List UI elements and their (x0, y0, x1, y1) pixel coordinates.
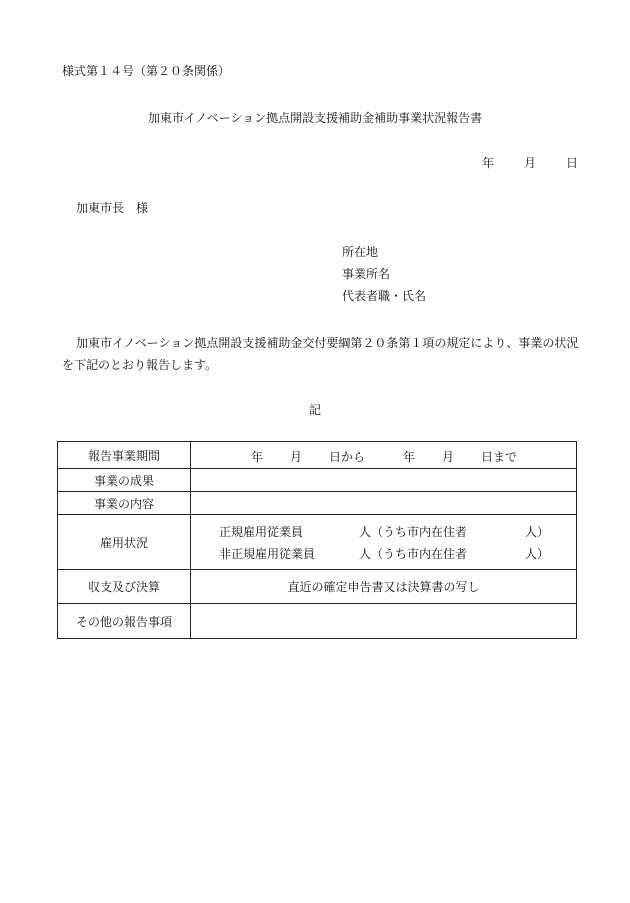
finance-label: 収支及び決算 (58, 570, 191, 604)
date-month: 月 (524, 156, 537, 170)
office-name-label: 事業所名 (342, 267, 391, 281)
results-value (191, 469, 577, 492)
period-month-end: 月 (442, 450, 455, 464)
regular-employees-unit-close: 人） (525, 525, 550, 539)
employment-value (191, 515, 577, 570)
content-label: 事業の内容 (58, 492, 191, 515)
regular-employees-unit: 人（うち市内在住者 (359, 525, 468, 539)
nonregular-employees-unit: 人（うち市内在住者 (359, 547, 468, 561)
table-row (58, 492, 577, 515)
form-number: 様式第１４号（第２０条関係） (62, 64, 231, 78)
results-label: 事業の成果 (58, 469, 191, 492)
table-row (58, 604, 577, 639)
report-table (57, 441, 577, 639)
other-label: その他の報告事項 (58, 604, 191, 639)
regular-employees-label: 正規雇用従業員 (219, 525, 304, 539)
table-row (58, 442, 577, 469)
nonregular-employees-label: 非正規雇用従業員 (219, 547, 316, 561)
addressee: 加東市長 様 (76, 201, 149, 215)
body-text: 加東市イノベーション拠点開設支援補助金交付要綱第２０条第１項の規定により、事業の状況を下記のとおり報告します。 (62, 336, 579, 372)
table-row (58, 515, 577, 570)
table-row (58, 570, 577, 604)
period-month-start: 月 (290, 450, 303, 464)
period-year-end: 年 (403, 450, 416, 464)
nonregular-employees-unit-close: 人） (525, 547, 550, 561)
representative-label: 代表者職・氏名 (342, 289, 427, 303)
other-value (191, 604, 577, 639)
address-label: 所在地 (342, 245, 379, 259)
document-title: 加東市イノベーション拠点開設支援補助金補助事業状況報告書 (147, 111, 483, 125)
ki-heading: 記 (308, 403, 321, 417)
finance-value: 直近の確定申告書又は決算書の写し (191, 570, 577, 604)
period-label: 報告事業期間 (58, 442, 191, 469)
content-value (191, 492, 577, 515)
date-line (482, 154, 578, 171)
period-day-until: 日まで (481, 450, 518, 464)
applicant-block (342, 244, 426, 310)
date-day: 日 (566, 156, 579, 170)
employment-label: 雇用状況 (58, 515, 191, 570)
table-row (58, 469, 577, 492)
date-year: 年 (482, 156, 495, 170)
period-day-from: 日から (329, 450, 366, 464)
period-year-start: 年 (251, 450, 264, 464)
period-value (191, 442, 577, 469)
